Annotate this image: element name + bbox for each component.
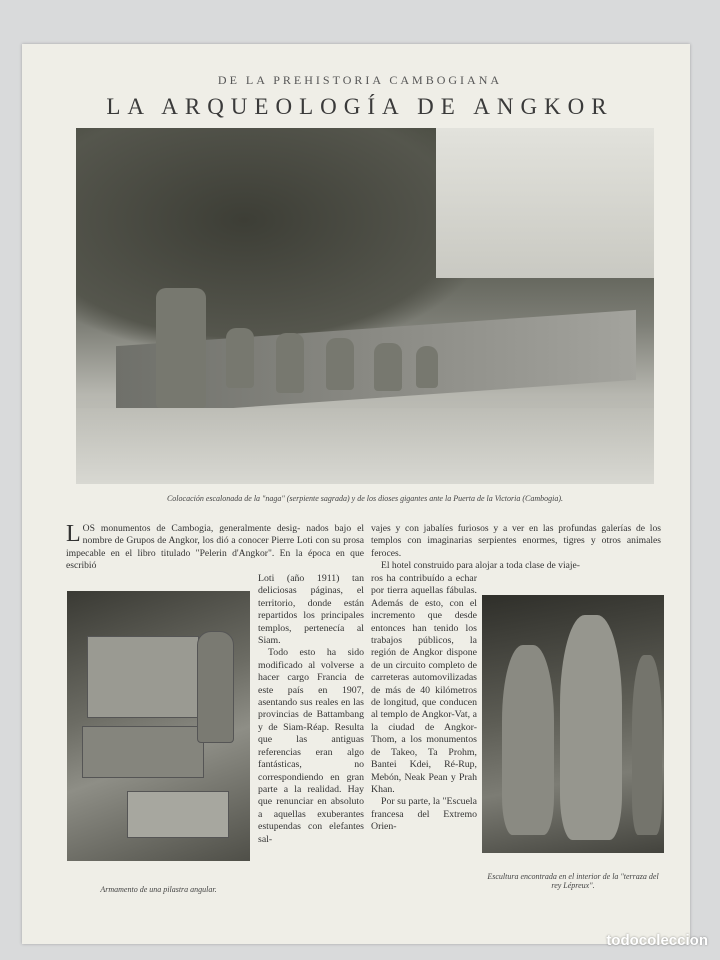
pilastra-photo (67, 591, 250, 861)
article-title: LA ARQUEOLOGÍA DE ANGKOR (106, 94, 614, 119)
article-kicker: DE LA PREHISTORIA CAMBOGIANA (217, 73, 503, 87)
col1-top-text (66, 523, 364, 573)
col2-paragraph-1: Loti (año 1911) tan deliciosas páginas, el territorio, donde están repartidos los principales templos, pertenecía al Siam. (258, 573, 364, 647)
top-photo-caption: Colocación escalonada de la "naga" (serpiente sagrada) y de los dioses gigantes ante la Puerta de la Victoria (Cambogia). (166, 494, 564, 503)
col1-continued: nados bajo el nombre de Grupos de Angkor, los dió a conocer Pierre Loti con su prosa impecable en el libro titulado "Pelerin d'Angkor". En la época en que escribió (66, 523, 365, 572)
col3-paragraph-1: ros ha contribuído a echar por tierra aquellas fábulas. Además de esto, con el incremento que desde entonces han tenido los trabajos públicos, la región de Angkor dispone de un circuito completo de carreteras automovilizadas de más de 40 kilómetros de longitud, que conducen al templo de Angkor-Vat, a la ciudad de Angkor-Thom, a los monumentos de Takeo, Ta Prohm, Bantei Kdei, Ré-Rup, Mebón, Neak Pean y Prah Khan. (371, 573, 477, 795)
col3-top-text (371, 523, 661, 573)
watermark-text: todocoleccion (606, 932, 708, 949)
angkor-gate-photo (76, 128, 654, 484)
col3-top-paragraph-2: El hotel construido para alojar a toda clase de viaje- (381, 560, 580, 572)
col1-first-line: OS monumentos de Cambogia, generalmente desig- (82, 523, 301, 534)
col3-text (371, 573, 477, 834)
col3-top-paragraph: vajes y con jabalíes furiosos y a ver en las profundas galerías de los templos con imaginarias serpientes enormes, tigres y otros animales feroces. (371, 523, 661, 559)
col2-paragraph-2: Todo esto ha sido modificado al volverse a hacer cargo Francia de este país en 1907, asentando sus reales en las provincias de Battambang y de Siam-Réap. Resulta que las antiguas referencias eran algo fantásticas, no correspondiendo en gran parte a la realidad. Hay que renunciar en absoluto a aquellas exuberantes estupendas con elefantes sal- (258, 647, 364, 845)
left-photo-caption: Armamento de una pilastra angular. (100, 885, 217, 894)
drop-cap: L (66, 521, 81, 547)
watermark (606, 932, 708, 949)
right-photo-caption: Escultura encontrada en el interior de la "terraza del rey Lépreux". (487, 872, 659, 890)
col3-paragraph-2: Por su parte, la "Escuela francesa del Extremo Orien- (371, 796, 477, 833)
col2-text (258, 573, 364, 846)
sculpture-photo (482, 595, 664, 853)
